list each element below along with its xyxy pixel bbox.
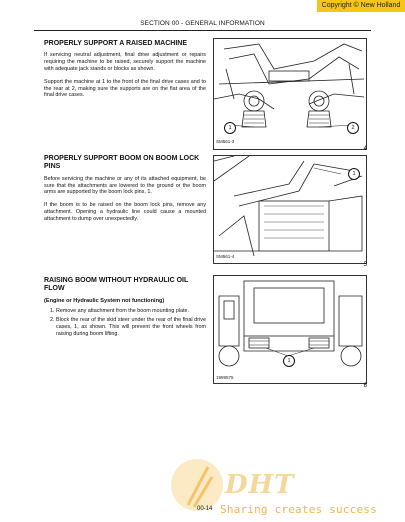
rear-blocking-illustration xyxy=(214,276,366,383)
list-item: 2. Block the rear of the skid steer under the rear of the final drive cases, 1, as shown. This will prevent the front wheels from raising during boom lifting. xyxy=(56,317,206,337)
callout-2: 2 xyxy=(347,122,359,134)
watermark-tagline: Sharing creates success xyxy=(220,503,377,516)
figure-boom-lock-pins xyxy=(213,155,367,264)
machine-on-stands-illustration xyxy=(214,39,366,149)
section-title: PROPERLY SUPPORT BOOM ON BOOM LOCK PINS xyxy=(44,155,200,171)
figure-number: 5 xyxy=(363,262,367,268)
paragraph: If servicing neutral adjustment, final drive adjustment or repairs requiring the machine to be raised, securely support the machine with adequate jack stands or blocks as shown. xyxy=(44,52,206,72)
section-title: RAISING BOOM WITHOUT HYDRAULIC OIL FLOW xyxy=(44,277,189,293)
section-header: SECTION 00 - GENERAL INFORMATION xyxy=(140,20,265,27)
figure-number: 4 xyxy=(363,146,367,152)
header-rule xyxy=(34,30,371,31)
boom-lock-pin-illustration xyxy=(214,156,366,263)
steps-list xyxy=(44,308,206,338)
list-item: 1. Remove any attachment from the boom mounting plate. xyxy=(56,308,206,315)
page-number: 00-14 xyxy=(197,506,213,512)
figure-raised-machine xyxy=(213,38,367,150)
section-title: PROPERLY SUPPORT A RAISED MACHINE xyxy=(44,40,188,47)
figure-code: 1999575 xyxy=(216,375,234,380)
callout-1: 1 xyxy=(224,122,236,134)
callout-1: 1 xyxy=(283,355,295,367)
section-raising-boom xyxy=(44,277,206,341)
paragraph: If the boom is to be raised on the boom lock pins, remove any attachment. Opening a hydraulic line could cause a mounted attachment to dump over unexpectedly. xyxy=(44,202,206,222)
section-raised-machine xyxy=(44,40,206,105)
paragraph: Support the machine at 1 to the front of the final drive cases and to the rear at 2, making sure the supports are on the flat area of the final drive cases. xyxy=(44,78,206,99)
copyright-badge: Copyright © New Holland xyxy=(317,0,405,12)
figure-code: SM561-3 xyxy=(216,139,235,144)
section-boom-lock-pins xyxy=(44,155,206,229)
section-subtitle: (Engine or Hydraulic System not functioning) xyxy=(44,297,165,304)
figure-raising-boom xyxy=(213,275,367,384)
figure-code: SM561-4 xyxy=(216,254,235,259)
paragraph: Before servicing the machine or any of its attached equipment, be sure that the attachments are lowered to the ground or the boom arms are supported by the boom lock pins, 1. xyxy=(44,175,206,196)
figure-number: 6 xyxy=(363,383,367,389)
watermark-brand: DHT xyxy=(225,470,295,500)
callout-1: 1 xyxy=(348,168,360,180)
